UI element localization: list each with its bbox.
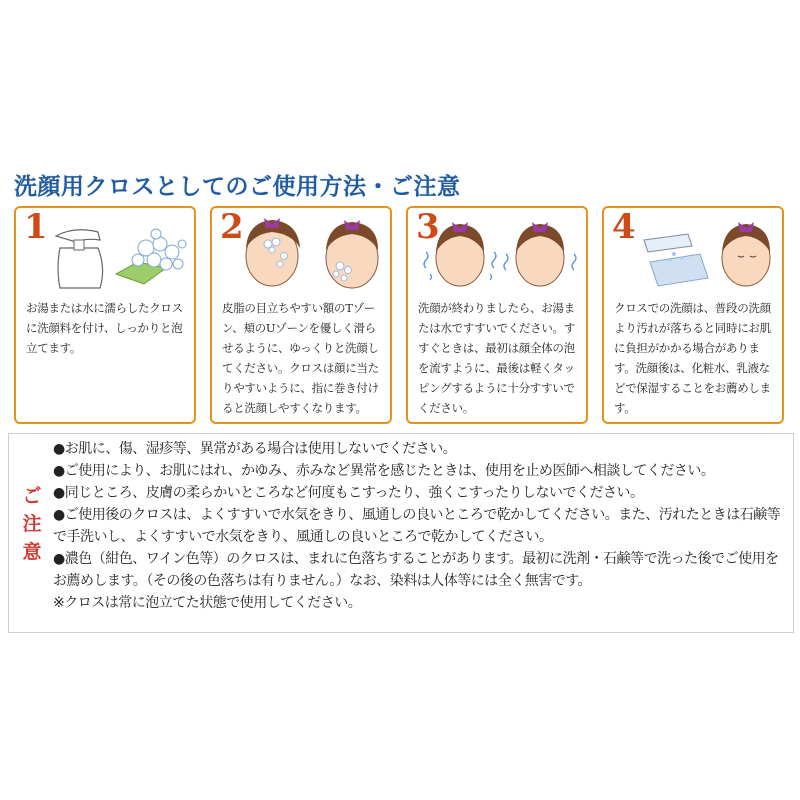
note-item: ●ご使用により、お肌にはれ、かゆみ、赤みなど異常を感じたときは、使用を止め医師へ相談してください。 — [53, 463, 715, 479]
rinsing-illustration — [408, 208, 588, 298]
notes-label-char: 意 — [22, 541, 42, 563]
step-number: 3 — [416, 207, 440, 247]
note-item: ●同じところ、皮膚の柔らかいところなど何度もこすったり、強くこすったりしないでください。 — [53, 485, 644, 501]
note-item: ●濃色（紺色、ワイン色等）のクロスは、まれに色落ちすることがあります。最初に洗剤・石鹸等で洗った後でご使用をお薦めします。（その後の色落ちは有りません。）なお、染料は人体等には全く無害です。 — [53, 551, 779, 589]
step-number: 1 — [24, 207, 48, 247]
page-title: 洗顔用クロスとしてのご使用方法・ご注意 — [14, 173, 461, 200]
step-card-1 — [14, 206, 196, 424]
notes-list — [53, 438, 788, 614]
step-text: クロスでの洗顔は、普段の洗顔より汚れが落ちると同時にお肌に負担がかかる場合があります。洗顔後は、化粧水、乳液などで保湿することをお薦めします。 — [614, 301, 771, 415]
notes-label-char: 注 — [22, 513, 42, 535]
note-item: ※クロスは常に泡立てた状態で使用してください。 — [53, 595, 362, 611]
note-item: ●お肌に、傷、湿疹等、異常がある場合は使用しないでください。 — [53, 441, 457, 457]
step-number: 2 — [220, 207, 244, 247]
notes-box — [8, 433, 794, 633]
face-washing-illustration — [212, 208, 392, 298]
notes-label-char: ご — [22, 485, 42, 507]
step-card-2 — [210, 206, 392, 424]
step-text: 洗顔が終わりましたら、お湯または水ですすいでください。すすぐときは、最初は顔全体の泡を流すように、最後は軽くタッピングするように十分すすいでください。 — [418, 301, 575, 415]
step-card-4 — [602, 206, 784, 424]
bottle-and-foam-illustration — [16, 208, 196, 298]
step-text: お湯または水に濡らしたクロスに洗顔料を付け、しっかりと泡立てます。 — [26, 301, 183, 355]
step-text: 皮脂の目立ちやすい額のTゾーン、頬のUゾーンを優しく滑らせるように、ゆっくりと洗顔してください。クロスは顔に当たりやすいように、指に巻き付けると洗顔しやすくなります。 — [222, 301, 379, 415]
note-item: ●ご使用後のクロスは、よくすすいで水気をきり、風通しの良いところで乾かしてください。また、汚れたときは石鹸等で手洗いし、よくすすいで水気をきり、風通しの良いところで乾かしてください。 — [53, 507, 781, 545]
lotion-illustration — [604, 208, 784, 298]
step-card-3 — [406, 206, 588, 424]
step-number: 4 — [612, 207, 636, 247]
notes-label — [17, 482, 47, 566]
